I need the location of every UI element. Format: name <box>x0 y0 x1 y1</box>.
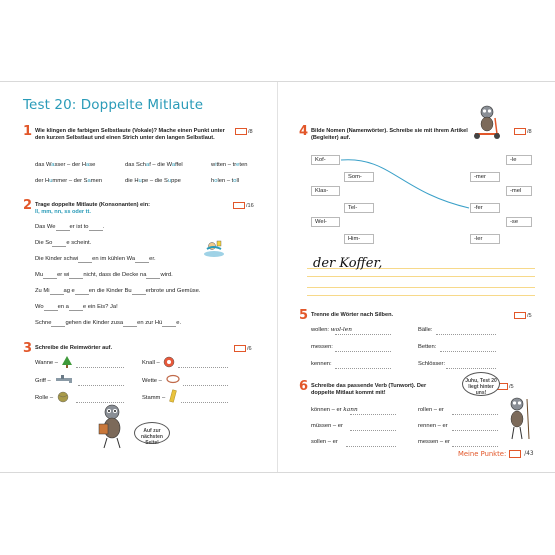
exercise-4-instruction: Bilde Nomen (Namenwörter). Schreibe sie mit ihrem Artikel (Begleiter) auf. <box>311 128 468 141</box>
ex3-word-4: Wette – <box>142 378 162 384</box>
exercise-2-instruction: Trage doppelte Mitlaute (Konsonanten) ein: ll, mm, nn, ss oder tt. <box>35 202 150 215</box>
exercise-5-score[interactable]: /5 <box>514 312 532 319</box>
syllable-box[interactable]: Som- <box>344 172 374 182</box>
answer-line[interactable] <box>76 367 124 368</box>
ex6-item-2: rollen – er <box>418 407 444 413</box>
answer-line[interactable] <box>78 385 124 386</box>
answer-line[interactable] <box>446 368 496 369</box>
ex5-word-3: messen: <box>311 344 333 350</box>
ex6-item-3: müssen – er <box>311 423 343 429</box>
ex2-sentence-6: Wo en a e ein Eis? Ja! <box>35 304 118 310</box>
answer-line[interactable] <box>335 351 391 352</box>
ant-hiker-illustration <box>503 395 535 443</box>
wool-ball-icon <box>56 391 72 403</box>
ex5-word-2: Bälle: <box>418 327 433 333</box>
score-box[interactable] <box>514 312 526 319</box>
exercise-2-score[interactable]: /16 <box>233 202 254 209</box>
exercise-2-number: 2 <box>23 198 33 213</box>
score-box[interactable] <box>235 128 247 135</box>
ant-scooter-illustration <box>469 104 505 140</box>
exercise-4-number: 4 <box>299 124 309 139</box>
ex3-word-3: Griff – <box>35 378 51 384</box>
speech-bubble: Juhu, Test 20 liegt hinter uns! <box>462 372 500 396</box>
answer-line[interactable] <box>436 334 496 335</box>
ex1-pair-5: die Hupe – die Suppe <box>125 178 181 184</box>
exercise-5-instruction: Trenne die Wörter nach Silben. <box>311 312 394 318</box>
tree-icon <box>61 356 73 368</box>
ex3-word-6: Stamm – <box>142 395 166 401</box>
example-answer: der Koffer, <box>313 256 383 271</box>
ex1-pair-1: das Wasser – der Hase <box>35 162 96 168</box>
answer-line[interactable] <box>181 402 228 403</box>
syllable-box[interactable]: -se <box>506 217 532 227</box>
syllable-box[interactable]: -fer <box>470 203 500 213</box>
ex3-word-2: Knall – <box>142 360 160 366</box>
syllable-box[interactable]: Klas- <box>311 186 340 196</box>
ex5-word-6: Schlösser: <box>418 361 446 367</box>
answer-line[interactable] <box>335 334 391 335</box>
exercise-6-score[interactable]: /5 <box>496 383 514 390</box>
exercise-3-instruction: Schreibe die Reimwörter auf. <box>35 345 113 351</box>
ex2-sentence-1: Das We er ist to . <box>35 224 105 230</box>
ex5-word-4: Betten: <box>418 344 437 350</box>
answer-line[interactable] <box>183 385 228 386</box>
answer-line[interactable] <box>178 367 228 368</box>
score-box[interactable] <box>233 202 245 209</box>
answer-line[interactable] <box>350 414 396 415</box>
syllable-box[interactable]: -mer <box>470 172 500 182</box>
speech-bubble: Auf zur nächsten Seite! <box>134 422 170 444</box>
exercise-4-score[interactable]: /8 <box>514 128 532 135</box>
ex2-sentence-7: Schne gehen die Kinder zusa en zur Hü e. <box>35 320 182 326</box>
ant-mascot-illustration <box>92 402 132 450</box>
ex1-pair-4: der Hummer – der Samen <box>35 178 103 184</box>
answer-line[interactable] <box>350 430 396 431</box>
answer-line[interactable] <box>452 430 498 431</box>
log-icon <box>168 389 178 403</box>
writing-line[interactable] <box>307 276 535 277</box>
syllable-box[interactable]: Wel- <box>311 217 340 227</box>
syllable-box[interactable]: Tel- <box>344 203 374 213</box>
score-box[interactable] <box>514 128 526 135</box>
exercise-5-number: 5 <box>299 308 309 323</box>
connector-line <box>340 152 475 212</box>
writing-line[interactable] <box>307 295 535 296</box>
exercise-6-instruction: Schreibe das passende Verb (Tunwort). Der doppelte Mitlaut kommt mit! <box>311 383 427 396</box>
ex6-item-1: können – er kann <box>311 407 358 413</box>
syllable-box[interactable]: Him- <box>344 234 374 244</box>
exercise-1-instruction: Wie klingen die farbigen Selbstlaute (Vokale)? Mache einen Punkt unter den kurzen Selbstlaut und einen Strich unter den langen Selbstlaut. <box>35 128 225 141</box>
total-points-box[interactable] <box>509 450 521 458</box>
ex5-word-5: kennen: <box>311 361 332 367</box>
exercise-3-score[interactable]: /6 <box>234 345 252 352</box>
ex6-item-4: rennen – er <box>418 423 448 429</box>
exercise-1-number: 1 <box>23 124 33 139</box>
syllable-box[interactable]: Kof- <box>311 155 340 165</box>
answer-line[interactable] <box>452 446 498 447</box>
ex6-item-6: messen – er <box>418 439 450 445</box>
writing-line[interactable] <box>307 287 535 288</box>
syllable-box[interactable]: -mel <box>506 186 532 196</box>
total-points: Meine Punkte: /43 <box>458 450 534 458</box>
ex1-pair-2: das Schaf – die Waffel <box>125 162 183 168</box>
ex1-pair-6: holen – toll <box>211 178 240 184</box>
faucet-icon <box>55 374 75 384</box>
exercise-1-score[interactable]: /8 <box>235 128 253 135</box>
ex6-item-5: sollen – er <box>311 439 338 445</box>
syllable-box[interactable]: -le <box>506 155 532 165</box>
ex2-sentence-3: Die Kinder schwi en im kühlen Wa er. <box>35 256 156 262</box>
bracelet-icon <box>165 374 181 384</box>
score-box[interactable] <box>234 345 246 352</box>
ex2-sentence-4: Mu er wi nicht, dass die Decke na wird. <box>35 272 173 278</box>
exercise-3-number: 3 <box>23 341 33 356</box>
syllable-box[interactable]: -ler <box>470 234 500 244</box>
ex5-word-1: wollen: wol-len <box>311 327 352 333</box>
page-title: Test 20: Doppelte Mitlaute <box>23 97 204 113</box>
answer-line[interactable] <box>452 414 498 415</box>
column-divider <box>277 82 278 472</box>
ex3-word-5: Rolle – <box>35 395 54 401</box>
ex1-pair-3: witten – treten <box>211 162 248 168</box>
answer-line[interactable] <box>335 368 391 369</box>
answer-line[interactable] <box>346 446 396 447</box>
ball-icon <box>163 356 175 368</box>
ex2-sentence-2: Die So e scheint. <box>35 240 92 246</box>
exercise-6-number: 6 <box>299 379 309 394</box>
answer-line[interactable] <box>440 351 496 352</box>
workbook-page <box>0 81 555 473</box>
swimmer-illustration <box>203 237 225 259</box>
ex3-word-1: Wanne – <box>35 360 58 366</box>
ex2-sentence-5: Zu Mi ag e en die Kinder Bu erbrote und Gemüse. <box>35 288 201 294</box>
